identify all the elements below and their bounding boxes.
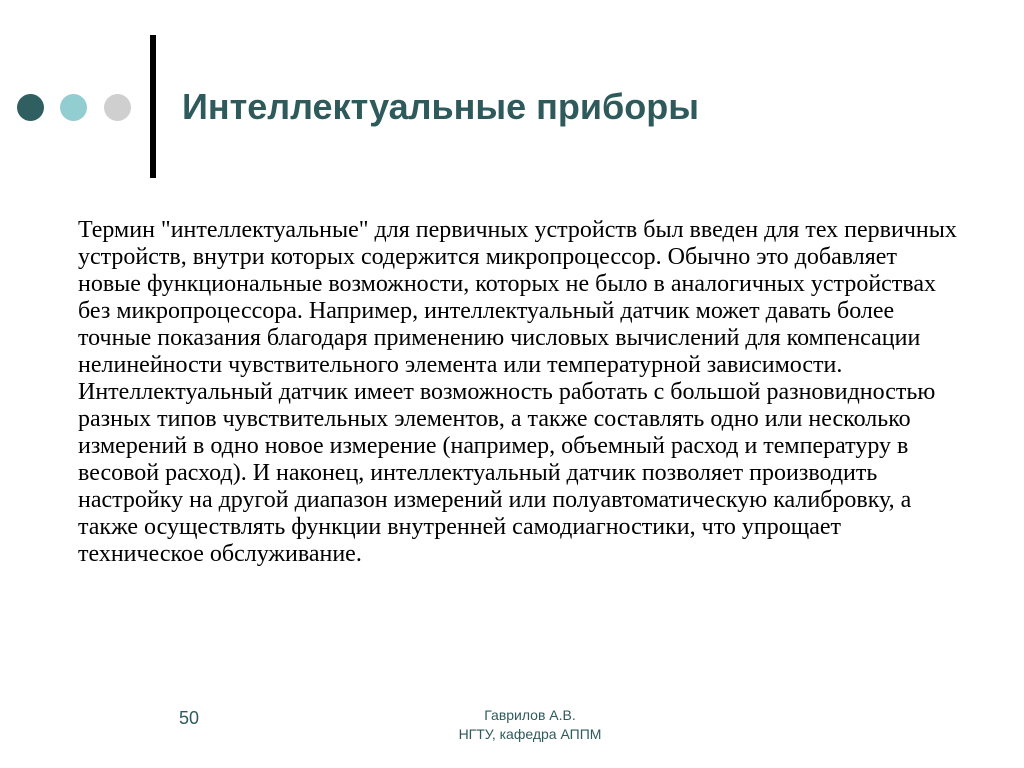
decorative-dot-light: [60, 94, 87, 121]
page-number: 50: [179, 708, 200, 728]
slide-body-text: Термин "интеллектуальные" для первичных устройств был введен для тех первичных устройств, внутри которых содержится микропроцессор. Обычно это добавляет новые функциональные возможности, которых не было в аналогичных устройствах без микропроцессора. Например, интеллектуальный датчик может давать более точные показания благодаря применению числовых вычислений для компенсации нелинейности чувствительного элемента или температурной зависимости. Интеллектуальный датчик имеет возможность работать с большой разновидностью разных типов чувствительных элементов, а также составлять одно или несколько измерений в одно новое измерение (например, объемный расход и температуру в весовой расход). И наконец, интеллектуальный датчик позволяет производить настройку на другой диапазон измерений или полуавтоматическую калибровку, а также осуществлять функции внутренней самодиагностики, что упрощает техническое обслуживание.: [78, 217, 957, 567]
slide-title: Интеллектуальные приборы: [182, 86, 700, 127]
footer: [430, 706, 630, 744]
decorative-dot-grey: [104, 94, 131, 121]
title-divider: [150, 35, 156, 178]
decorative-dot-dark: [17, 94, 44, 121]
footer-organization: НГТУ, кафедра АППМ: [458, 726, 602, 742]
footer-author: Гаврилов А.В.: [484, 707, 576, 723]
